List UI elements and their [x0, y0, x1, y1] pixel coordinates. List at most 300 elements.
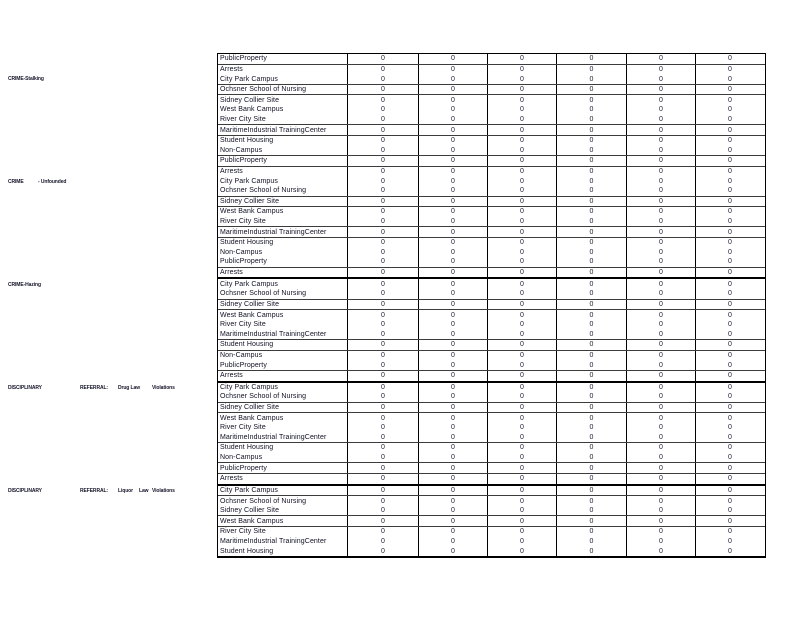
value-cell: 0	[557, 433, 627, 443]
category-label-part: REFERRAL:	[80, 488, 108, 495]
value-cell: 0	[348, 486, 419, 496]
value-cell: 0	[728, 55, 732, 63]
row-label-cell: River City Site	[218, 423, 348, 433]
row-label-cell: Ochsner School of Nursing	[218, 496, 348, 506]
value-cell: 0	[557, 506, 627, 516]
value-cell: 0	[488, 289, 557, 299]
value-cell: 0	[728, 351, 732, 359]
value-cell: 0	[627, 433, 696, 443]
value-cell: 0	[419, 360, 488, 370]
value-cell: 0	[348, 54, 419, 64]
value-cell: 0	[557, 371, 627, 381]
table-row	[218, 136, 765, 146]
value-cell: 0	[419, 95, 488, 105]
value-cell: 0	[557, 238, 627, 248]
value-cell: 0	[348, 403, 419, 413]
value-cell: 0	[348, 156, 419, 166]
value-cell: 0	[627, 217, 696, 227]
value-cell: 0	[627, 105, 696, 115]
statistics-table	[217, 53, 766, 558]
value-cell: 0	[728, 517, 732, 525]
row-label-cell: Ochsner School of Nursing	[218, 186, 348, 196]
value-cell: 0	[627, 340, 696, 350]
value-cell: 0	[627, 474, 696, 484]
value-cell: 0	[728, 65, 732, 73]
value-cell: 0	[557, 403, 627, 413]
value-cell: 0	[728, 187, 732, 195]
value-cell: 0	[627, 74, 696, 84]
category-label-part: DISCIPLINARY	[8, 488, 42, 495]
value-cell: 0	[348, 300, 419, 310]
value-cell: 0	[728, 507, 732, 515]
value-cell: 0	[348, 167, 419, 177]
value-cell: 0	[419, 227, 488, 237]
value-cell: 0	[488, 65, 557, 75]
value-cell: 0	[627, 65, 696, 75]
value-cell: 0	[348, 383, 419, 393]
value-cell: 0	[627, 423, 696, 433]
value-cell: 0	[627, 268, 696, 278]
value-cell: 0	[627, 486, 696, 496]
value-cell: 0	[557, 329, 627, 339]
row-label-cell: Ochsner School of Nursing	[218, 392, 348, 402]
row-label-cell: MaritimeIndustrial TrainingCenter	[218, 329, 348, 339]
value-cell: 0	[728, 228, 732, 236]
value-cell: 0	[488, 207, 557, 217]
value-cell: 0	[627, 506, 696, 516]
value-cell: 0	[728, 197, 732, 205]
table-row	[218, 156, 765, 167]
value-cell: 0	[728, 321, 732, 329]
value-cell: 0	[348, 238, 419, 248]
value-cell: 0	[488, 145, 557, 155]
row-label-cell: MaritimeIndustrial TrainingCenter	[218, 125, 348, 135]
table-row	[218, 54, 765, 65]
row-label-cell: Arrests	[218, 268, 348, 278]
value-cell: 0	[419, 351, 488, 361]
value-cell: 0	[419, 176, 488, 186]
value-cell: 0	[728, 96, 732, 104]
value-cell: 0	[348, 279, 419, 289]
value-cell: 0	[728, 269, 732, 277]
value-cell: 0	[557, 486, 627, 496]
value-cell: 0	[728, 115, 732, 123]
value-cell: 0	[728, 486, 732, 494]
row-label-cell: Non-Campus	[218, 351, 348, 361]
value-cell: 0	[488, 176, 557, 186]
table-row	[218, 300, 765, 311]
value-cell: 0	[728, 330, 732, 338]
value-cell: 0	[419, 496, 488, 506]
value-cell: 0	[488, 115, 557, 125]
value-cell: 0	[348, 207, 419, 217]
value-cell: 0	[348, 95, 419, 105]
row-label-cell: River City Site	[218, 115, 348, 125]
row-label-cell: City Park Campus	[218, 279, 348, 289]
table-row	[218, 329, 765, 340]
value-cell: 0	[419, 115, 488, 125]
value-cell: 0	[348, 371, 419, 381]
value-cell: 0	[627, 546, 696, 556]
value-cell: 0	[627, 227, 696, 237]
value-cell: 0	[488, 310, 557, 320]
value-cell: 0	[627, 527, 696, 537]
value-cell: 0	[419, 156, 488, 166]
row-label-cell: Sidney Collier Site	[218, 403, 348, 413]
value-cell: 0	[627, 413, 696, 423]
value-cell: 0	[488, 95, 557, 105]
value-cell: 0	[627, 289, 696, 299]
value-cell: 0	[419, 238, 488, 248]
value-cell: 0	[728, 341, 732, 349]
value-cell: 0	[419, 279, 488, 289]
value-cell: 0	[419, 207, 488, 217]
value-cell: 0	[488, 105, 557, 115]
value-cell: 0	[488, 136, 557, 146]
value-cell: 0	[488, 227, 557, 237]
value-cell: 0	[488, 320, 557, 330]
value-cell: 0	[557, 423, 627, 433]
table-row	[218, 413, 765, 423]
row-label-cell: West Bank Campus	[218, 310, 348, 320]
row-label-cell: Student Housing	[218, 340, 348, 350]
value-cell: 0	[419, 300, 488, 310]
value-cell: 0	[627, 463, 696, 473]
value-cell: 0	[728, 290, 732, 298]
table-row	[218, 95, 765, 105]
value-cell: 0	[348, 537, 419, 547]
value-cell: 0	[488, 248, 557, 258]
value-cell: 0	[627, 403, 696, 413]
value-cell: 0	[488, 279, 557, 289]
value-cell: 0	[348, 289, 419, 299]
value-cell: 0	[557, 115, 627, 125]
value-cell: 0	[348, 423, 419, 433]
table-row	[218, 268, 765, 280]
value-cell: 0	[557, 167, 627, 177]
row-label-cell: Student Housing	[218, 136, 348, 146]
value-cell: 0	[557, 279, 627, 289]
table-row	[218, 496, 765, 506]
row-label-cell: West Bank Campus	[218, 413, 348, 423]
value-cell: 0	[627, 248, 696, 258]
table-row	[218, 403, 765, 414]
value-cell: 0	[627, 392, 696, 402]
value-cell: 0	[627, 85, 696, 95]
value-cell: 0	[419, 85, 488, 95]
value-cell: 0	[728, 361, 732, 369]
value-cell: 0	[728, 547, 732, 555]
value-cell: 0	[627, 257, 696, 267]
value-cell: 0	[488, 423, 557, 433]
value-cell: 0	[627, 516, 696, 526]
value-cell: 0	[627, 125, 696, 135]
value-cell: 0	[488, 217, 557, 227]
row-label-cell: Student Housing	[218, 238, 348, 248]
value-cell: 0	[627, 186, 696, 196]
row-label-cell: Sidney Collier Site	[218, 95, 348, 105]
row-label-cell: MaritimeIndustrial TrainingCenter	[218, 537, 348, 547]
value-cell: 0	[728, 258, 732, 266]
value-cell: 0	[488, 506, 557, 516]
value-cell: 0	[488, 238, 557, 248]
value-cell: 0	[348, 340, 419, 350]
value-cell: 0	[728, 497, 732, 505]
value-cell: 0	[557, 176, 627, 186]
value-cell: 0	[348, 474, 419, 484]
table-row	[218, 392, 765, 403]
table-row	[218, 238, 765, 248]
table-row	[218, 217, 765, 228]
value-cell: 0	[728, 433, 732, 441]
value-cell: 0	[627, 145, 696, 155]
value-cell: 0	[728, 157, 732, 165]
value-cell: 0	[488, 85, 557, 95]
value-cell: 0	[728, 248, 732, 256]
value-cell: 0	[419, 383, 488, 393]
row-label-cell: Non-Campus	[218, 248, 348, 258]
value-cell: 0	[348, 443, 419, 453]
value-cell: 0	[488, 443, 557, 453]
table-row	[218, 279, 765, 289]
value-cell: 0	[488, 474, 557, 484]
value-cell: 0	[419, 463, 488, 473]
value-cell: 0	[557, 268, 627, 278]
value-cell: 0	[627, 136, 696, 146]
value-cell: 0	[348, 329, 419, 339]
value-cell: 0	[488, 403, 557, 413]
row-label-cell: Student Housing	[218, 546, 348, 556]
value-cell: 0	[557, 527, 627, 537]
category-label-part: Liquor	[118, 488, 133, 495]
value-cell: 0	[488, 329, 557, 339]
value-cell: 0	[348, 65, 419, 75]
table-row	[218, 248, 765, 258]
category-label-part: - Unfounded	[38, 179, 67, 186]
value-cell: 0	[419, 546, 488, 556]
value-cell: 0	[557, 197, 627, 207]
value-cell: 0	[627, 537, 696, 547]
value-cell: 0	[627, 300, 696, 310]
value-cell: 0	[419, 433, 488, 443]
value-cell: 0	[488, 392, 557, 402]
table-row	[218, 145, 765, 156]
value-cell: 0	[488, 125, 557, 135]
value-cell: 0	[488, 257, 557, 267]
value-cell: 0	[348, 186, 419, 196]
value-cell: 0	[627, 351, 696, 361]
table-row	[218, 506, 765, 517]
row-label-cell: Ochsner School of Nursing	[218, 289, 348, 299]
value-cell: 0	[488, 360, 557, 370]
table-row	[218, 176, 765, 186]
row-label-cell: River City Site	[218, 320, 348, 330]
table-row	[218, 125, 765, 136]
value-cell: 0	[627, 320, 696, 330]
table-row	[218, 115, 765, 126]
value-cell: 0	[348, 268, 419, 278]
value-cell: 0	[728, 86, 732, 94]
value-cell: 0	[348, 360, 419, 370]
value-cell: 0	[488, 74, 557, 84]
table-row	[218, 423, 765, 433]
value-cell: 0	[488, 537, 557, 547]
value-cell: 0	[627, 167, 696, 177]
table-row	[218, 433, 765, 444]
value-cell: 0	[488, 351, 557, 361]
value-cell: 0	[488, 486, 557, 496]
value-cell: 0	[557, 516, 627, 526]
table-row	[218, 257, 765, 268]
value-cell: 0	[627, 371, 696, 381]
value-cell: 0	[419, 289, 488, 299]
value-cell: 0	[488, 54, 557, 64]
value-cell: 0	[557, 105, 627, 115]
table-row	[218, 74, 765, 85]
value-cell: 0	[557, 463, 627, 473]
value-cell: 0	[488, 546, 557, 556]
row-label-cell: City Park Campus	[218, 176, 348, 186]
value-cell: 0	[557, 207, 627, 217]
value-cell: 0	[348, 546, 419, 556]
category-label-part: Law	[139, 488, 149, 495]
category-label-part: Violations	[152, 488, 175, 495]
table-row	[218, 527, 765, 537]
value-cell: 0	[348, 74, 419, 84]
value-cell: 0	[348, 85, 419, 95]
table-row	[218, 340, 765, 351]
value-cell: 0	[419, 197, 488, 207]
value-cell: 0	[348, 463, 419, 473]
value-cell: 0	[348, 392, 419, 402]
value-cell: 0	[728, 444, 732, 452]
value-cell: 0	[728, 146, 732, 154]
value-cell: 0	[627, 383, 696, 393]
row-label-cell: Arrests	[218, 167, 348, 177]
table-row	[218, 474, 765, 486]
value-cell: 0	[728, 218, 732, 226]
value-cell: 0	[419, 486, 488, 496]
value-cell: 0	[557, 310, 627, 320]
value-cell: 0	[348, 136, 419, 146]
table-row	[218, 383, 765, 393]
value-cell: 0	[419, 268, 488, 278]
row-label-cell: PublicProperty	[218, 360, 348, 370]
value-cell: 0	[419, 186, 488, 196]
value-cell: 0	[728, 106, 732, 114]
value-cell: 0	[419, 506, 488, 516]
value-cell: 0	[557, 257, 627, 267]
table-row	[218, 516, 765, 527]
value-cell: 0	[348, 506, 419, 516]
category-label-part: Drug Law	[118, 385, 140, 392]
row-label-cell: Sidney Collier Site	[218, 300, 348, 310]
value-cell: 0	[627, 329, 696, 339]
value-cell: 0	[348, 197, 419, 207]
value-cell: 0	[627, 197, 696, 207]
value-cell: 0	[728, 372, 732, 380]
row-label-cell: PublicProperty	[218, 156, 348, 166]
row-label-cell: Ochsner School of Nursing	[218, 85, 348, 95]
value-cell: 0	[557, 74, 627, 84]
table-row	[218, 486, 765, 497]
value-cell: 0	[728, 528, 732, 536]
category-label-part: DISCIPLINARY	[8, 385, 42, 392]
category-label-part: CRIME-Hazing	[8, 282, 41, 289]
value-cell: 0	[348, 105, 419, 115]
value-cell: 0	[627, 156, 696, 166]
category-label-part: REFERRAL:	[80, 385, 108, 392]
value-cell: 0	[557, 65, 627, 75]
value-cell: 0	[728, 383, 732, 391]
table-row	[218, 443, 765, 453]
value-cell: 0	[627, 115, 696, 125]
value-cell: 0	[557, 453, 627, 463]
value-cell: 0	[419, 453, 488, 463]
value-cell: 0	[728, 393, 732, 401]
value-cell: 0	[557, 546, 627, 556]
row-label-cell: Arrests	[218, 65, 348, 75]
value-cell: 0	[419, 257, 488, 267]
value-cell: 0	[728, 414, 732, 422]
value-cell: 0	[419, 527, 488, 537]
row-label-cell: MaritimeIndustrial TrainingCenter	[218, 433, 348, 443]
value-cell: 0	[728, 177, 732, 185]
value-cell: 0	[488, 167, 557, 177]
value-cell: 0	[488, 453, 557, 463]
value-cell: 0	[419, 248, 488, 258]
value-cell: 0	[419, 54, 488, 64]
value-cell: 0	[557, 392, 627, 402]
value-cell: 0	[557, 360, 627, 370]
value-cell: 0	[419, 537, 488, 547]
value-cell: 0	[419, 74, 488, 84]
value-cell: 0	[557, 383, 627, 393]
value-cell: 0	[419, 105, 488, 115]
value-cell: 0	[488, 383, 557, 393]
row-label-cell: PublicProperty	[218, 463, 348, 473]
value-cell: 0	[488, 527, 557, 537]
value-cell: 0	[348, 115, 419, 125]
value-cell: 0	[728, 239, 732, 247]
value-cell: 0	[419, 65, 488, 75]
value-cell: 0	[627, 453, 696, 463]
value-cell: 0	[728, 126, 732, 134]
table-row	[218, 207, 765, 217]
value-cell: 0	[557, 186, 627, 196]
value-cell: 0	[488, 156, 557, 166]
row-label-cell: City Park Campus	[218, 486, 348, 496]
value-cell: 0	[419, 403, 488, 413]
table-row	[218, 197, 765, 208]
value-cell: 0	[557, 145, 627, 155]
row-label-cell: Non-Campus	[218, 145, 348, 155]
value-cell: 0	[728, 311, 732, 319]
value-cell: 0	[488, 300, 557, 310]
value-cell: 0	[627, 443, 696, 453]
table-row	[218, 537, 765, 547]
row-label-cell: River City Site	[218, 527, 348, 537]
value-cell: 0	[348, 433, 419, 443]
value-cell: 0	[728, 404, 732, 412]
value-cell: 0	[348, 320, 419, 330]
table-row	[218, 546, 765, 556]
value-cell: 0	[348, 310, 419, 320]
value-cell: 0	[557, 474, 627, 484]
value-cell: 0	[419, 167, 488, 177]
table-row	[218, 463, 765, 474]
table-row	[218, 453, 765, 464]
